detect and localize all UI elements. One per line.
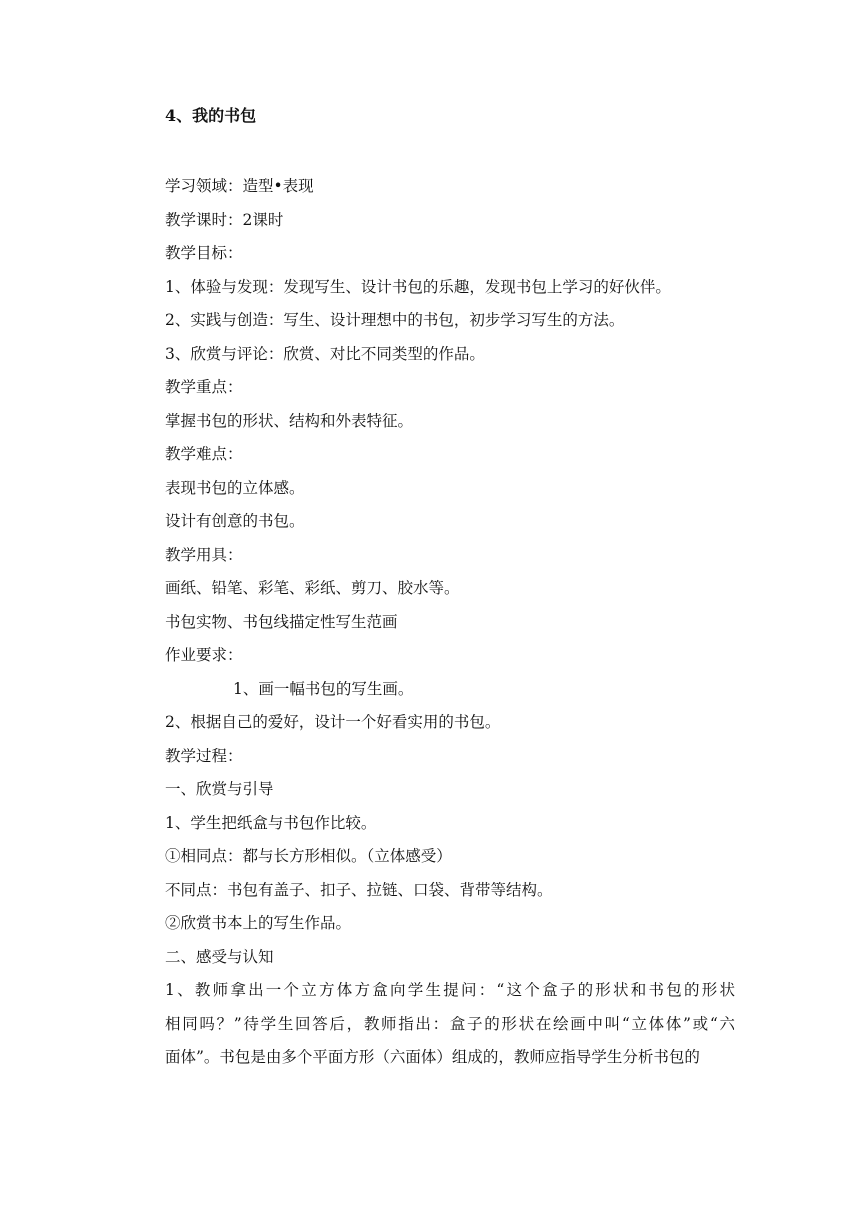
lesson-title: 4、我的书包 [165, 106, 257, 125]
body-paragraph [165, 974, 735, 1075]
text-line: 作业要求： [165, 646, 243, 664]
text-line: 书包实物、书包线描定性写生范画 [165, 612, 398, 631]
text-line: 1、画一幅书包的写生画。 [233, 679, 414, 698]
text-line: 3、欣赏与评论：欣赏、对比不同类型的作品。 [165, 344, 485, 363]
text-line: 2、根据自己的爱好，设计一个好看实用的书包。 [165, 713, 501, 731]
text-line: 不同点：书包有盖子、扣子、拉链、口袋、背带等结构。 [165, 880, 553, 899]
text-line: 2、实践与创造：写生、设计理想中的书包，初步学习写生的方法。 [165, 311, 625, 329]
text-line: 教学重点： [165, 378, 243, 396]
text-line: 学习领域：造型•表现 [165, 177, 314, 195]
paragraph-line: 1、教师拿出一个立方体方盒向学生提问：“这个盒子的形状和书包的形状 [165, 981, 735, 999]
text-line: ①相同点：都与长方形相似。（立体感受） [165, 847, 452, 865]
text-line: 教学过程： [165, 746, 243, 765]
lesson-body [165, 170, 745, 974]
text-line: 二、感受与认知 [165, 947, 274, 966]
text-line: 教学用具： [165, 545, 243, 564]
text-line: 掌握书包的形状、结构和外表特征。 [165, 411, 414, 430]
text-line: 1、体验与发现：发现写生、设计书包的乐趣，发现书包上学习的好伙伴。 [165, 277, 671, 296]
text-line: 1、学生把纸盒与书包作比较。 [165, 813, 377, 832]
paragraph-line: 面体”。书包是由多个平面方形（六面体）组成的，教师应指导学生分析书包的 [165, 1048, 700, 1066]
text-line: 教学目标： [165, 244, 243, 262]
text-line: 教学难点： [165, 445, 243, 463]
text-line: 一、欣赏与引导 [165, 780, 274, 798]
text-line: ②欣赏书本上的写生作品。 [165, 914, 352, 932]
text-line: 教学课时：2课时 [165, 210, 284, 229]
text-line: 画纸、铅笔、彩笔、彩纸、剪刀、胶水等。 [165, 579, 460, 597]
paragraph-line: 相同吗？”待学生回答后，教师指出：盒子的形状在绘画中叫“立体体”或“六 [165, 1014, 735, 1033]
text-line: 表现书包的立体感。 [165, 478, 305, 497]
text-line: 设计有创意的书包。 [165, 512, 305, 530]
